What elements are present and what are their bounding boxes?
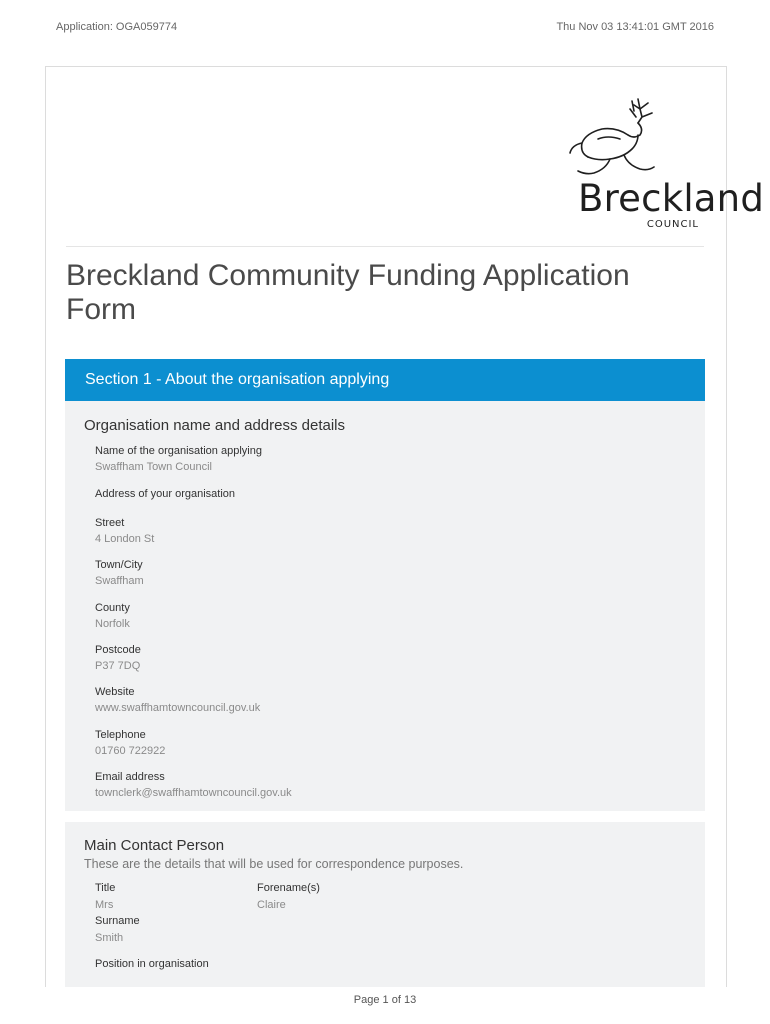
forename-value: Claire [257, 899, 286, 911]
print-timestamp: Thu Nov 03 13:41:01 GMT 2016 [556, 21, 714, 33]
application-id: Application: OGA059774 [56, 21, 178, 33]
field-label: Postcode [95, 644, 141, 656]
field-value: 4 London St [95, 533, 155, 545]
field-label: Town/City [95, 559, 143, 571]
organisation-details-panel [65, 401, 705, 811]
surname-label: Surname [95, 915, 140, 927]
form-card [45, 66, 765, 987]
title-value: Mrs [95, 899, 114, 911]
surname-value: Smith [95, 932, 124, 944]
logo-subtitle: COUNCIL [646, 219, 699, 230]
field-value: www.swaffhamtowncouncil.gov.uk [95, 702, 261, 714]
page-number: Page 1 of 13 [353, 994, 417, 1006]
section-title: Section 1 - About the organisation applying [85, 371, 390, 388]
logo-wordmark: Breckland [578, 177, 765, 220]
field-label: Website [95, 686, 135, 698]
field-value: Norfolk [95, 618, 130, 630]
stag-icon [568, 95, 658, 185]
breckland-council-logo [530, 95, 765, 230]
field-value: P37 7DQ [95, 660, 141, 672]
title-label: Title [95, 882, 116, 894]
field-value: 01760 722922 [95, 745, 166, 757]
field-label: Telephone [95, 729, 146, 741]
page-header [0, 0, 770, 50]
section-header [65, 359, 705, 401]
field-value: Swaffham Town Council [95, 461, 212, 473]
main-contact-panel [65, 822, 705, 987]
field-label: County [95, 602, 130, 614]
field-value: Swaffham [95, 575, 144, 587]
divider [66, 246, 704, 247]
position-label: Position in organisation [95, 958, 209, 970]
panel-heading: Organisation name and address details [84, 417, 345, 434]
form-title: Breckland Community Funding Application Form [66, 259, 630, 326]
field-value: townclerk@swaffhamtowncouncil.gov.uk [95, 787, 292, 799]
field-label: Street [95, 517, 125, 529]
panel-heading: Main Contact Person [84, 837, 225, 854]
field-label: Email address [95, 771, 165, 783]
field-label: Name of the organisation applying [95, 445, 262, 457]
field-label: Address of your organisation [95, 488, 236, 500]
panel-subheading: These are the details that will be used for correspondence purposes. [84, 857, 464, 871]
forename-label: Forename(s) [257, 882, 320, 894]
